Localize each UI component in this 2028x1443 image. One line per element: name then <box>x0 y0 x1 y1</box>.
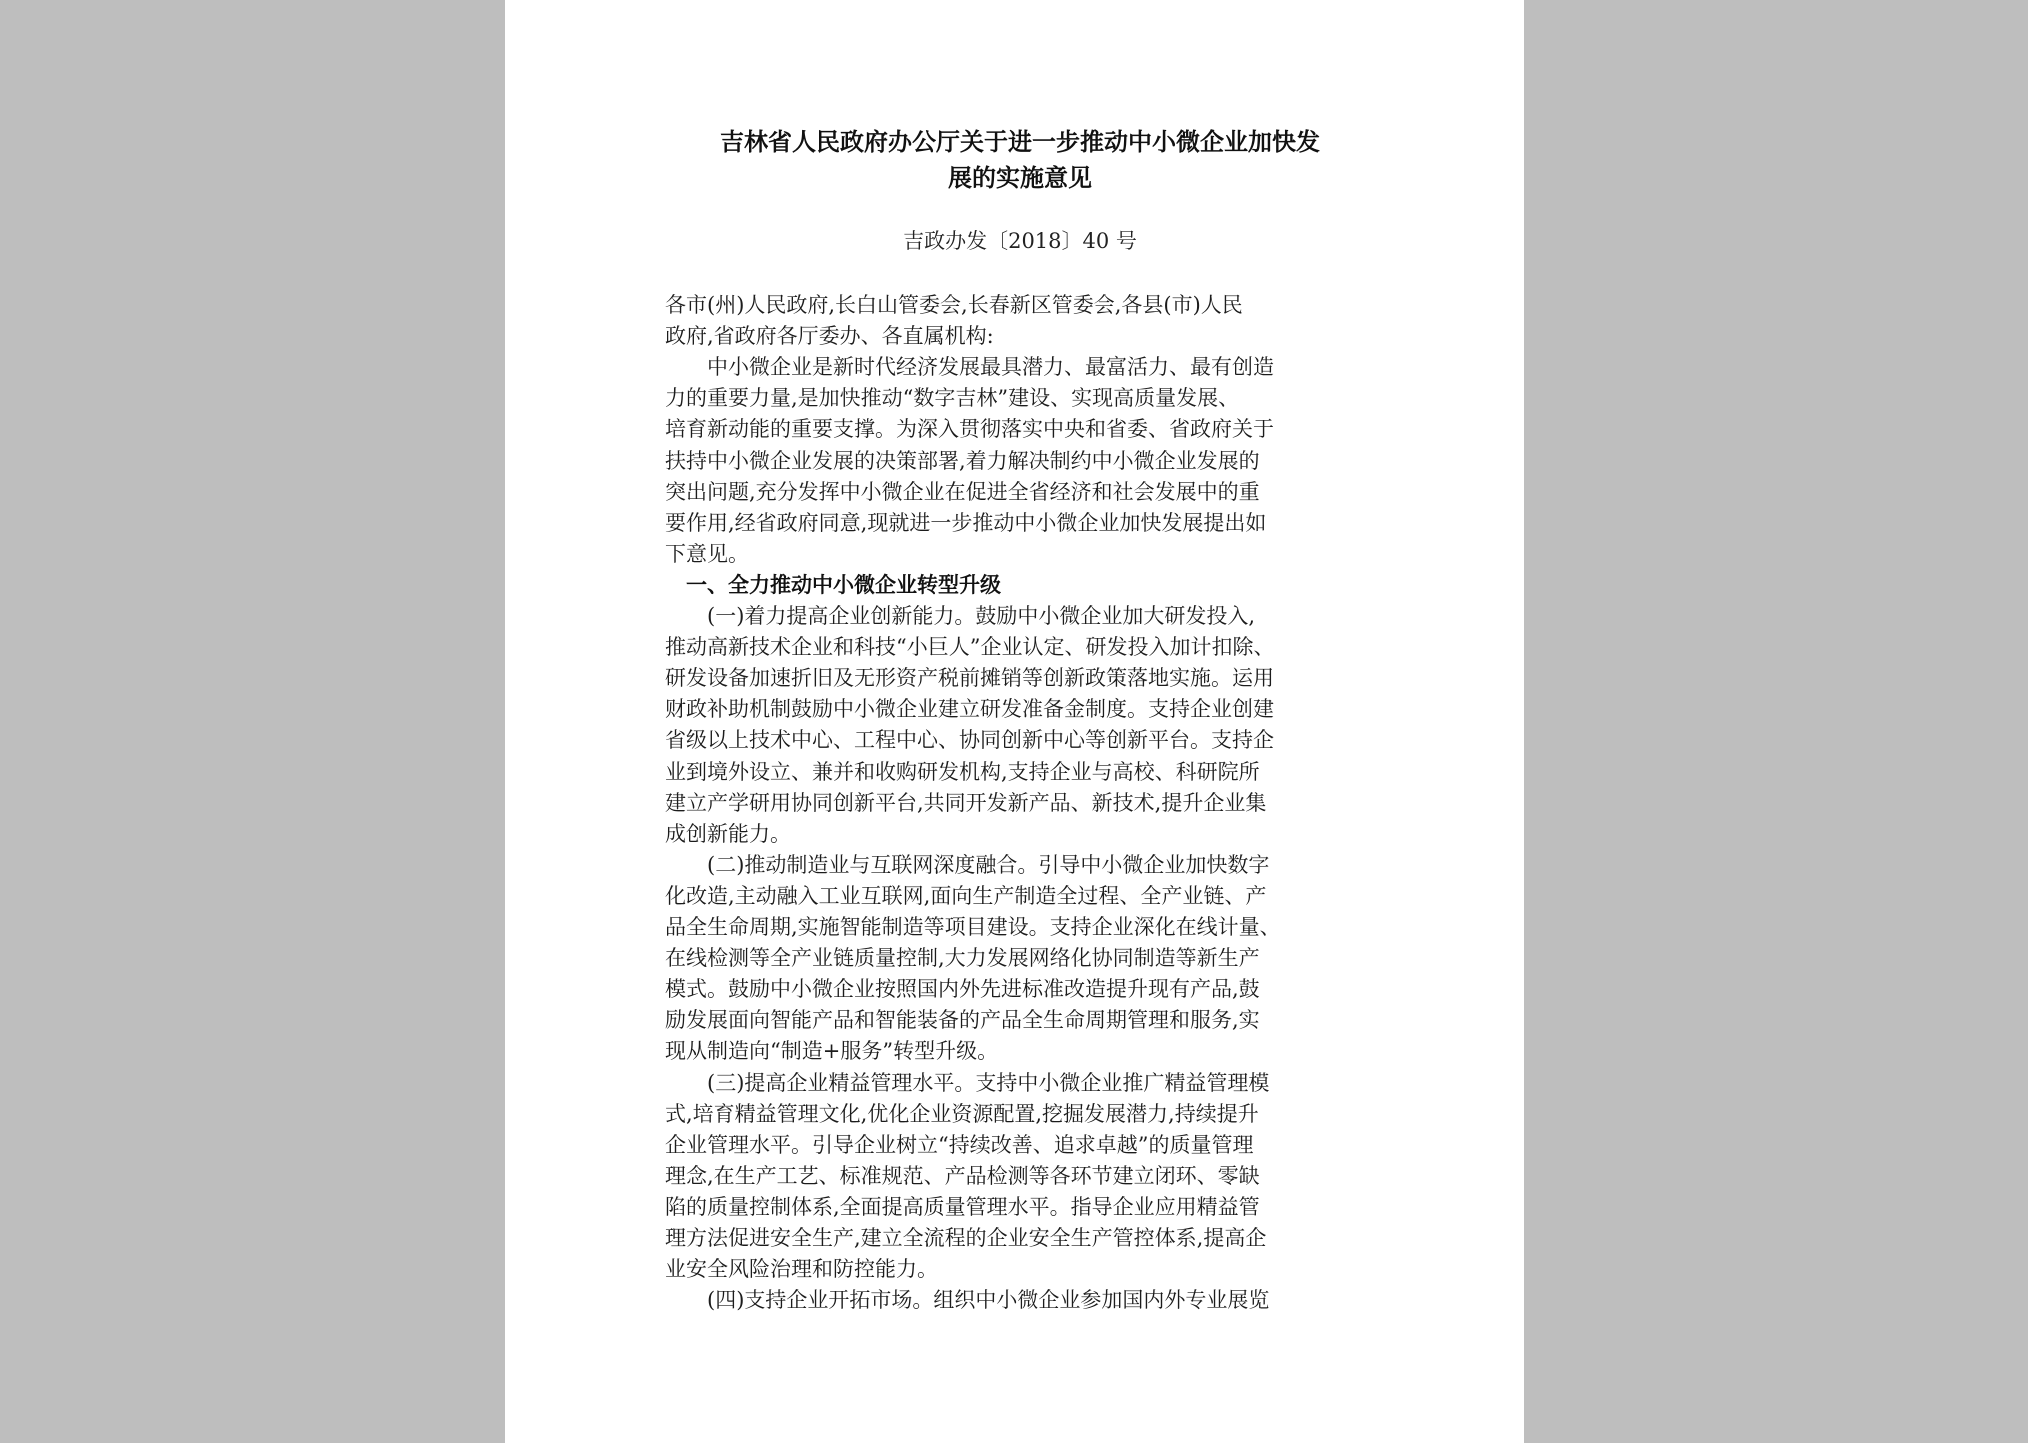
body-text-line: 化改造,主动融入工业互联网,面向生产制造全过程、全产业链、产 <box>665 884 1267 908</box>
title-line-1: 吉林省人民政府办公厅关于进一步推动中小微企业加快发 <box>720 127 1320 156</box>
body-text-line: 理方法促进安全生产,建立全流程的企业安全生产管控体系,提高企 <box>665 1226 1267 1250</box>
body-text-line: 研发设备加速折旧及无形资产税前摊销等创新政策落地实施。运用 <box>665 666 1274 690</box>
body-text-line: 培育新动能的重要支撑。为深入贯彻落实中央和省委、省政府关于 <box>665 417 1274 441</box>
body-text-line: 下意见。 <box>665 542 749 566</box>
body-text-line: 成创新能力。 <box>665 822 791 846</box>
body-text-line: 力的重要力量,是加快推动“数字吉林”建设、实现高质量发展、 <box>665 386 1240 410</box>
body-text-line: 品全生命周期,实施智能制造等项目建设。支持企业深化在线计量、 <box>665 915 1281 939</box>
body-text-line: 现从制造向“制造+服务”转型升级。 <box>665 1039 999 1063</box>
body-text-line: 在线检测等全产业链质量控制,大力发展网络化协同制造等新生产 <box>665 946 1260 970</box>
body-text-line: 扶持中小微企业发展的决策部署,着力解决制约中小微企业发展的 <box>665 449 1260 473</box>
body-text-line: 企业管理水平。引导企业树立“持续改善、追求卓越”的质量管理 <box>665 1133 1254 1157</box>
body-text-line: 要作用,经省政府同意,现就进一步推动中小微企业加快发展提出如 <box>665 511 1267 535</box>
body-text-line: (三)提高企业精益管理水平。支持中小微企业推广精益管理模 <box>707 1071 1270 1095</box>
body-text-line: (二)推动制造业与互联网深度融合。引导中小微企业加快数字 <box>707 853 1270 877</box>
body-text-line: 建立产学研用协同创新平台,共同开发新产品、新技术,提升企业集 <box>665 791 1267 815</box>
body-text-line: 各市(州)人民政府,长白山管委会,长春新区管委会,各县(市)人民 <box>665 293 1243 317</box>
document-number: 吉政办发〔2018〕40 号 <box>903 229 1137 253</box>
body-text-line: 理念,在生产工艺、标准规范、产品检测等各环节建立闭环、零缺 <box>665 1164 1260 1188</box>
document-title <box>660 124 1380 196</box>
body-text-line: 政府,省政府各厅委办、各直属机构: <box>665 324 994 348</box>
body-text-line: 省级以上技术中心、工程中心、协同创新中心等创新平台。支持企 <box>665 728 1274 752</box>
body-text-line: 陷的质量控制体系,全面提高质量管理水平。指导企业应用精益管 <box>665 1195 1260 1219</box>
section-heading: 一、全力推动中小微企业转型升级 <box>686 572 1001 597</box>
body-text-line: 式,培育精益管理文化,优化企业资源配置,挖掘发展潜力,持续提升 <box>665 1102 1259 1126</box>
body-text-line: 财政补助机制鼓励中小微企业建立研发准备金制度。支持企业创建 <box>665 697 1274 721</box>
body-text-line: (四)支持企业开拓市场。组织中小微企业参加国内外专业展览 <box>707 1288 1270 1312</box>
body-text-line: 中小微企业是新时代经济发展最具潜力、最富活力、最有创造 <box>707 355 1274 379</box>
body-text-line: 业安全风险治理和防控能力。 <box>665 1257 938 1281</box>
body-text-line: 推动高新技术企业和科技“小巨人”企业认定、研发投入加计扣除、 <box>665 635 1275 659</box>
body-text-line: 模式。鼓励中小微企业按照国内外先进标准改造提升现有产品,鼓 <box>665 977 1260 1001</box>
title-line-2: 展的实施意见 <box>948 163 1092 192</box>
body-text-line: (一)着力提高企业创新能力。鼓励中小微企业加大研发投入, <box>707 604 1256 628</box>
body-text-line: 业到境外设立、兼并和收购研发机构,支持企业与高校、科研院所 <box>665 760 1260 784</box>
body-text-line: 突出问题,充分发挥中小微企业在促进全省经济和社会发展中的重 <box>665 480 1260 504</box>
body-text-line: 励发展面向智能产品和智能装备的产品全生命周期管理和服务,实 <box>665 1008 1260 1032</box>
